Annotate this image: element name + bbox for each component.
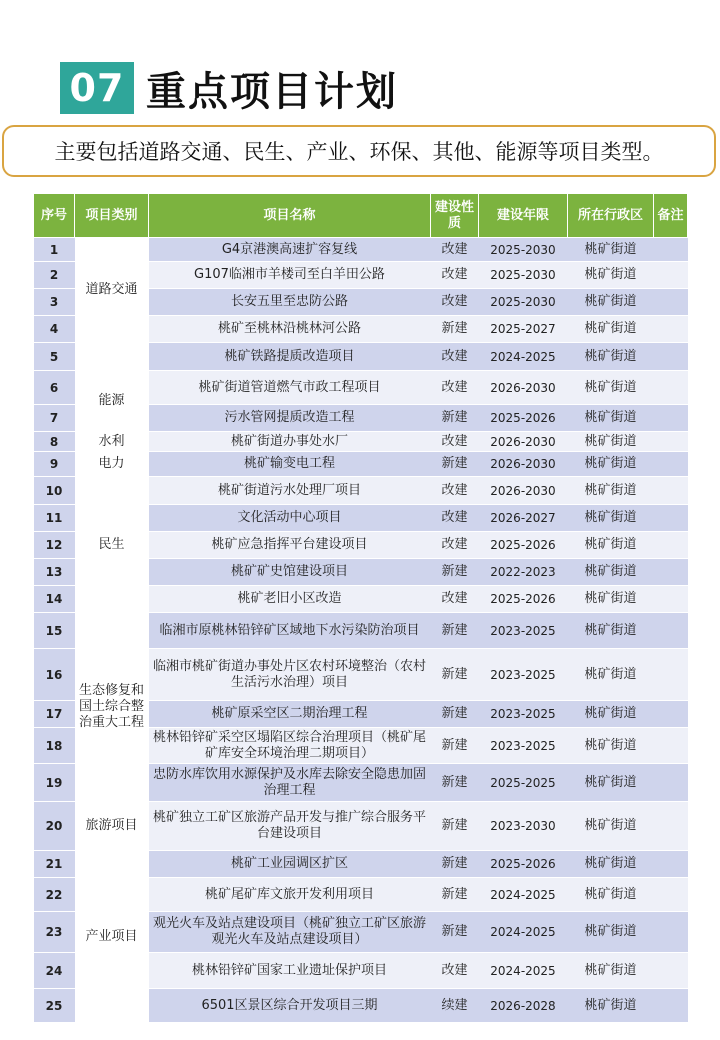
header-name: 项目名称: [149, 194, 431, 238]
row-years: 2023-2025: [479, 649, 568, 701]
row-project-name: 桃矿应急指挥平台建设项目: [149, 532, 431, 559]
row-number: 20: [34, 802, 75, 851]
row-years: 2024-2025: [479, 953, 568, 989]
row-number: 19: [34, 764, 75, 802]
row-number: 23: [34, 912, 75, 953]
row-number: 16: [34, 649, 75, 701]
table-row: [34, 371, 688, 405]
header-district: 所在行政区: [568, 194, 654, 238]
row-number: 13: [34, 559, 75, 586]
row-project-name: 桃矿矿史馆建设项目: [149, 559, 431, 586]
row-note: [654, 289, 688, 316]
row-project-name: 桃矿尾矿库文旅开发利用项目: [149, 878, 431, 912]
row-project-name: 桃矿铁路提质改造项目: [149, 343, 431, 371]
row-nature: 新建: [431, 405, 479, 432]
row-project-name: 污水管网提质改造工程: [149, 405, 431, 432]
row-nature: 新建: [431, 878, 479, 912]
row-note: [654, 728, 688, 764]
row-district: 桃矿街道: [568, 289, 654, 316]
row-nature: 新建: [431, 649, 479, 701]
row-nature: 改建: [431, 432, 479, 452]
row-years: 2026-2027: [479, 505, 568, 532]
row-nature: 改建: [431, 953, 479, 989]
row-years: 2026-2030: [479, 432, 568, 452]
row-nature: 改建: [431, 505, 479, 532]
row-number: 4: [34, 316, 75, 343]
row-number: 17: [34, 701, 75, 728]
row-category: 水利: [75, 432, 149, 452]
row-project-name: 桃林铅锌矿国家工业遗址保护项目: [149, 953, 431, 989]
project-table: [33, 193, 688, 1023]
row-note: [654, 613, 688, 649]
row-nature: 改建: [431, 262, 479, 289]
row-district: 桃矿街道: [568, 238, 654, 262]
row-note: [654, 432, 688, 452]
row-nature: 改建: [431, 289, 479, 316]
row-category: [75, 343, 149, 371]
row-years: 2026-2030: [479, 452, 568, 477]
row-project-name: 文化活动中心项目: [149, 505, 431, 532]
row-note: [654, 452, 688, 477]
row-note: [654, 764, 688, 802]
row-years: 2025-2026: [479, 532, 568, 559]
row-years: 2025-2026: [479, 851, 568, 878]
row-district: 桃矿街道: [568, 559, 654, 586]
row-years: 2025-2026: [479, 405, 568, 432]
table-row: [34, 238, 688, 262]
row-district: 桃矿街道: [568, 613, 654, 649]
row-years: 2025-2027: [479, 316, 568, 343]
table-header: [34, 194, 688, 238]
table-row: [34, 613, 688, 649]
row-district: 桃矿街道: [568, 878, 654, 912]
row-nature: 新建: [431, 613, 479, 649]
row-nature: 新建: [431, 701, 479, 728]
row-number: 8: [34, 432, 75, 452]
row-district: 桃矿街道: [568, 989, 654, 1023]
row-category: 旅游项目: [75, 802, 149, 851]
row-project-name: 桃林铅锌矿采空区塌陷区综合治理项目（桃矿尾矿库安全环境治理二期项目）: [149, 728, 431, 764]
row-category: 电力: [75, 452, 149, 477]
row-district: 桃矿街道: [568, 953, 654, 989]
row-number: 2: [34, 262, 75, 289]
row-nature: 改建: [431, 371, 479, 405]
row-district: 桃矿街道: [568, 452, 654, 477]
row-number: 21: [34, 851, 75, 878]
row-nature: 改建: [431, 238, 479, 262]
row-project-name: 桃矿独立工矿区旅游产品开发与推广综合服务平台建设项目: [149, 802, 431, 851]
row-number: 18: [34, 728, 75, 764]
row-nature: 新建: [431, 728, 479, 764]
row-district: 桃矿街道: [568, 802, 654, 851]
row-nature: 新建: [431, 559, 479, 586]
row-project-name: 桃矿街道办事处水厂: [149, 432, 431, 452]
row-note: [654, 262, 688, 289]
row-note: [654, 878, 688, 912]
section-number: 07: [60, 62, 134, 114]
row-number: 25: [34, 989, 75, 1023]
table-row: [34, 452, 688, 477]
row-note: [654, 586, 688, 613]
row-project-name: 临湘市原桃林铅锌矿区域地下水污染防治项目: [149, 613, 431, 649]
row-nature: 新建: [431, 912, 479, 953]
row-project-name: 桃矿工业园调区扩区: [149, 851, 431, 878]
row-number: 7: [34, 405, 75, 432]
row-project-name: 桃矿输变电工程: [149, 452, 431, 477]
row-years: 2026-2028: [479, 989, 568, 1023]
row-number: 1: [34, 238, 75, 262]
header-seq: 序号: [34, 194, 75, 238]
row-category: 民生: [75, 477, 149, 613]
row-years: 2022-2023: [479, 559, 568, 586]
row-project-name: 忠防水库饮用水源保护及水库去除安全隐患加固治理工程: [149, 764, 431, 802]
row-note: [654, 405, 688, 432]
row-nature: 新建: [431, 764, 479, 802]
row-years: 2026-2030: [479, 371, 568, 405]
row-district: 桃矿街道: [568, 477, 654, 505]
row-number: 3: [34, 289, 75, 316]
row-district: 桃矿街道: [568, 851, 654, 878]
row-project-name: G4京港澳高速扩容复线: [149, 238, 431, 262]
row-category: 道路交通: [75, 238, 149, 343]
row-years: 2023-2030: [479, 802, 568, 851]
row-years: 2023-2025: [479, 728, 568, 764]
row-years: 2024-2025: [479, 912, 568, 953]
table-row: [34, 802, 688, 851]
row-note: [654, 953, 688, 989]
header-years: 建设年限: [479, 194, 568, 238]
row-project-name: G107临湘市羊楼司至白羊田公路: [149, 262, 431, 289]
row-note: [654, 802, 688, 851]
row-note: [654, 477, 688, 505]
row-district: 桃矿街道: [568, 912, 654, 953]
row-nature: 续建: [431, 989, 479, 1023]
row-district: 桃矿街道: [568, 316, 654, 343]
row-district: 桃矿街道: [568, 262, 654, 289]
row-nature: 新建: [431, 316, 479, 343]
row-district: 桃矿街道: [568, 701, 654, 728]
row-nature: 改建: [431, 477, 479, 505]
row-district: 桃矿街道: [568, 586, 654, 613]
row-nature: 改建: [431, 343, 479, 371]
row-number: 6: [34, 371, 75, 405]
row-category: 能源: [75, 371, 149, 432]
row-district: 桃矿街道: [568, 532, 654, 559]
row-number: 24: [34, 953, 75, 989]
row-number: 10: [34, 477, 75, 505]
row-district: 桃矿街道: [568, 505, 654, 532]
table-row: [34, 343, 688, 371]
summary-banner: 主要包括道路交通、民生、产业、环保、其他、能源等项目类型。: [2, 125, 716, 177]
table-row: [34, 851, 688, 878]
row-project-name: 长安五里至忠防公路: [149, 289, 431, 316]
row-project-name: 观光火车及站点建设项目（桃矿独立工矿区旅游观光火车及站点建设项目）: [149, 912, 431, 953]
row-years: 2025-2025: [479, 764, 568, 802]
row-nature: 新建: [431, 851, 479, 878]
section-heading: [60, 62, 398, 114]
row-number: 9: [34, 452, 75, 477]
row-years: 2024-2025: [479, 343, 568, 371]
row-note: [654, 701, 688, 728]
row-number: 15: [34, 613, 75, 649]
row-nature: 改建: [431, 586, 479, 613]
table-row: [34, 432, 688, 452]
row-note: [654, 912, 688, 953]
row-district: 桃矿街道: [568, 728, 654, 764]
row-district: 桃矿街道: [568, 432, 654, 452]
row-project-name: 桃矿老旧小区改造: [149, 586, 431, 613]
header-notes: 备注: [654, 194, 688, 238]
row-note: [654, 238, 688, 262]
row-district: 桃矿街道: [568, 371, 654, 405]
row-nature: 改建: [431, 532, 479, 559]
row-years: 2025-2026: [479, 586, 568, 613]
row-years: 2025-2030: [479, 289, 568, 316]
row-category: 生态修复和国土综合整治重大工程: [75, 613, 149, 802]
row-district: 桃矿街道: [568, 649, 654, 701]
row-number: 12: [34, 532, 75, 559]
row-note: [654, 505, 688, 532]
row-number: 5: [34, 343, 75, 371]
row-note: [654, 649, 688, 701]
table-body: [34, 238, 688, 1023]
row-years: 2025-2030: [479, 238, 568, 262]
row-years: 2024-2025: [479, 878, 568, 912]
row-category: 产业项目: [75, 851, 149, 1023]
table-row: [34, 477, 688, 505]
row-number: 11: [34, 505, 75, 532]
row-years: 2023-2025: [479, 613, 568, 649]
row-number: 14: [34, 586, 75, 613]
row-district: 桃矿街道: [568, 343, 654, 371]
row-project-name: 桃矿原采空区二期治理工程: [149, 701, 431, 728]
row-district: 桃矿街道: [568, 405, 654, 432]
row-note: [654, 316, 688, 343]
row-note: [654, 343, 688, 371]
row-nature: 新建: [431, 452, 479, 477]
row-project-name: 6501区景区综合开发项目三期: [149, 989, 431, 1023]
row-number: 22: [34, 878, 75, 912]
row-project-name: 桃矿街道管道燃气市政工程项目: [149, 371, 431, 405]
row-years: 2023-2025: [479, 701, 568, 728]
row-note: [654, 851, 688, 878]
header-nature: 建设性质: [431, 194, 479, 238]
row-note: [654, 532, 688, 559]
row-project-name: 桃矿至桃林沿桃林河公路: [149, 316, 431, 343]
row-note: [654, 989, 688, 1023]
row-years: 2026-2030: [479, 477, 568, 505]
row-years: 2025-2030: [479, 262, 568, 289]
header-category: 项目类别: [75, 194, 149, 238]
row-project-name: 临湘市桃矿街道办事处片区农村环境整治（农村生活污水治理）项目: [149, 649, 431, 701]
page-title: 重点项目计划: [146, 68, 398, 115]
row-nature: 新建: [431, 802, 479, 851]
row-note: [654, 371, 688, 405]
row-district: 桃矿街道: [568, 764, 654, 802]
row-project-name: 桃矿街道污水处理厂项目: [149, 477, 431, 505]
row-note: [654, 559, 688, 586]
